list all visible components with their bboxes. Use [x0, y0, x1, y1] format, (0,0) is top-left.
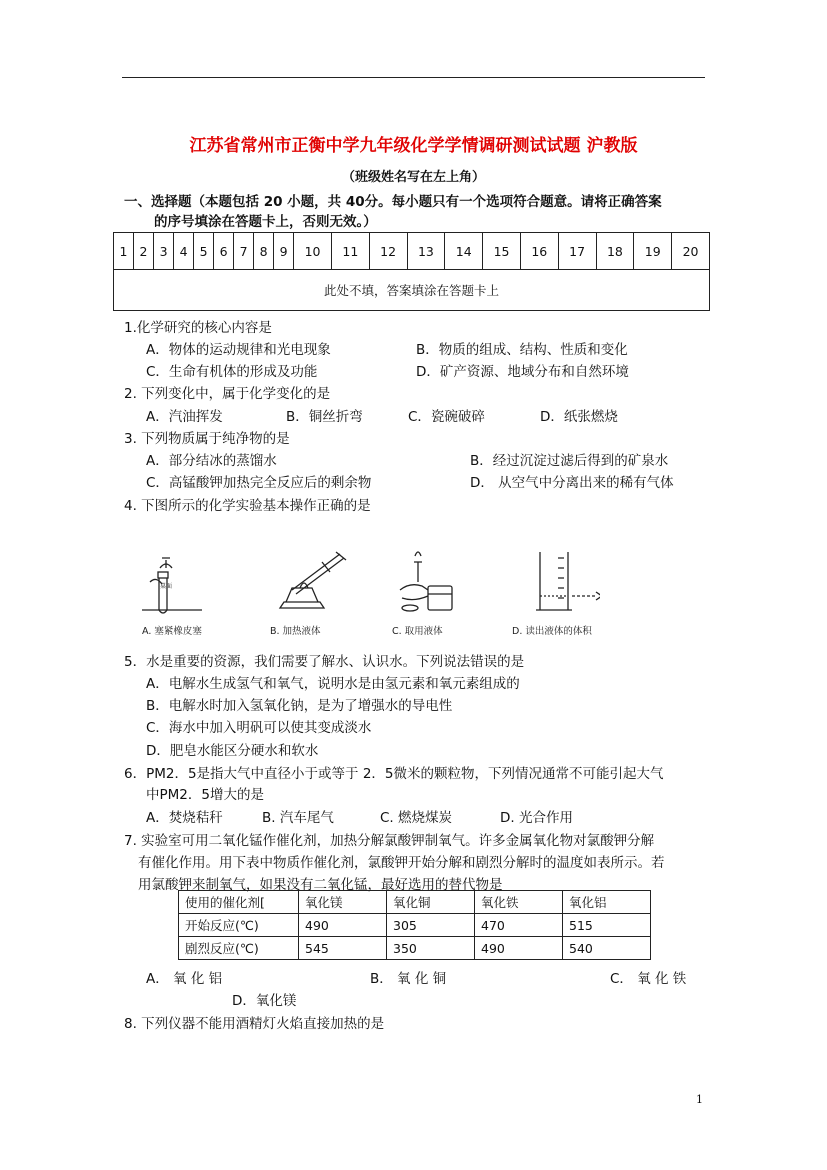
q2-option-c: C．瓷碗破碎 — [408, 409, 485, 425]
q1-option-b: B．物质的组成、结构、性质和变化 — [416, 342, 628, 358]
q5-option-a: A．电解水生成氢气和氧气，说明水是由氢元素和氧元素组成的 — [146, 676, 520, 692]
answer-cell: 8 — [254, 233, 274, 270]
q2-option-a: A．汽油挥发 — [146, 409, 223, 425]
q7-option-c: C． 氧 化 铁 — [610, 971, 687, 987]
q2-stem: 2. 下列变化中，属于化学变化的是 — [124, 386, 331, 402]
q6-stem-line2: 中PM2．5增大的是 — [146, 787, 264, 803]
q6-option-a: A．焚烧秸秆 — [146, 810, 223, 826]
section-heading-line2: 的序号填涂在答题卡上，否则无效。） — [154, 214, 377, 230]
answer-cell: 13 — [407, 233, 445, 270]
q5-option-c: C．海水中加入明矾可以使其变成淡水 — [146, 720, 372, 736]
answer-cell: 17 — [558, 233, 596, 270]
q8-stem: 8. 下列仪器不能用酒精灯火焰直接加热的是 — [124, 1016, 385, 1032]
table-cell: 氧化镁 — [299, 891, 387, 914]
q3-option-b: B．经过沉淀过滤后得到的矿泉水 — [470, 453, 669, 469]
q7-stem-line3: 用氯酸钾来制氧气，如果没有二氧化锰，最好选用的替代物是 — [138, 877, 503, 893]
answer-cell: 4 — [174, 233, 194, 270]
answer-cell: 5 — [194, 233, 214, 270]
table-cell: 氧化铁 — [475, 891, 563, 914]
answer-table — [113, 232, 710, 311]
q7-stem-line2: 有催化作用。用下表中物质作催化剂，氯酸钾开始分解和剧烈分解时的温度如表所示。若 — [138, 855, 665, 871]
table-cell: 开始反应(℃) — [179, 914, 299, 937]
q7-option-b: B． 氧 化 铜 — [370, 971, 447, 987]
catalyst-table — [178, 890, 651, 960]
figure-b-heating — [280, 552, 346, 608]
page-number: 1 — [696, 1093, 703, 1106]
section-heading-line1: 一、选择题（本题包括 20 小题，共 40分。每小题只有一个选项符合题意。请将正确答案 — [124, 194, 662, 210]
table-cell: 540 — [563, 937, 651, 960]
page-title: 江苏省常州市正衡中学九年级化学学情调研测试试题 沪教版 — [189, 136, 638, 156]
answer-note: 此处不填，答案填涂在答题卡上 — [114, 270, 710, 311]
q6-option-b: B. 汽车尾气 — [262, 810, 334, 826]
table-cell: 305 — [387, 914, 475, 937]
q3-option-d: D． 从空气中分离出来的稀有气体 — [470, 475, 674, 491]
table-cell: 350 — [387, 937, 475, 960]
q6-stem-line1: 6．PM2．5是指大气中直径小于或等于 2．5微米的颗粒物，下列情况通常不可能引起大气 — [124, 766, 664, 782]
q1-option-a: A．物体的运动规律和光电现象 — [146, 342, 331, 358]
q7-option-a: A． 氧 化 铝 — [146, 971, 223, 987]
figure-caption-a: A. 塞紧橡皮塞 — [142, 626, 202, 637]
answer-cell: 19 — [634, 233, 672, 270]
answer-cell: 18 — [596, 233, 634, 270]
lab-operations-figure — [140, 548, 600, 642]
q2-option-b: B．铜丝折弯 — [286, 409, 363, 425]
figure-c-dropper — [400, 552, 452, 611]
answer-cell: 11 — [331, 233, 369, 270]
table-row — [179, 914, 651, 937]
answer-cell: 6 — [214, 233, 234, 270]
answer-cell: 2 — [134, 233, 154, 270]
answer-cell: 7 — [234, 233, 254, 270]
q6-option-d: D. 光合作用 — [500, 810, 573, 826]
answer-cell: 15 — [483, 233, 521, 270]
q5-stem: 5．水是重要的资源，我们需要了解水、认识水。下列说法错误的是 — [124, 654, 525, 670]
figure-caption-d: D. 读出液体的体积 — [512, 626, 592, 637]
answer-cell: 10 — [294, 233, 332, 270]
figure-caption-c: C. 取用液体 — [392, 626, 443, 637]
answer-cell: 12 — [369, 233, 407, 270]
q6-option-c: C. 燃烧煤炭 — [380, 810, 453, 826]
q7-option-d: D．氧化镁 — [232, 993, 297, 1009]
table-cell: 490 — [475, 937, 563, 960]
answer-number-row — [114, 233, 710, 270]
table-cell: 氧化铜 — [387, 891, 475, 914]
q1-option-d: D．矿产资源、地域分布和自然环境 — [416, 364, 629, 380]
table-cell: 使用的催化剂[ — [179, 891, 299, 914]
q3-stem: 3. 下列物质属于纯净物的是 — [124, 431, 290, 447]
q3-option-a: A．部分结冰的蒸馏水 — [146, 453, 277, 469]
page-subtitle: （班级姓名写在左上角） — [341, 170, 485, 185]
table-cell: 490 — [299, 914, 387, 937]
q2-option-d: D．纸张燃烧 — [540, 409, 618, 425]
table-cell: 515 — [563, 914, 651, 937]
table-cell: 545 — [299, 937, 387, 960]
answer-cell: 1 — [114, 233, 134, 270]
q1-option-c: C．生命有机体的形成及功能 — [146, 364, 318, 380]
answer-cell: 20 — [672, 233, 710, 270]
catalyst-header-row — [179, 891, 651, 914]
table-cell: 剧烈反应(℃) — [179, 937, 299, 960]
answer-cell: 16 — [520, 233, 558, 270]
figure-caption-b: B. 加热液体 — [270, 626, 321, 637]
table-cell: 470 — [475, 914, 563, 937]
answer-cell: 14 — [445, 233, 483, 270]
figure-a-label: 桌面 — [160, 583, 173, 590]
q3-option-c: C．高锰酸钾加热完全反应后的剩余物 — [146, 475, 372, 491]
table-row — [179, 937, 651, 960]
q1-stem: 1.化学研究的核心内容是 — [124, 320, 272, 336]
q5-option-d: D．肥皂水能区分硬水和软水 — [146, 743, 319, 759]
answer-cell: 9 — [274, 233, 294, 270]
q7-stem-line1: 7. 实验室可用二氧化锰作催化剂，加热分解氯酸钾制氧气。许多金属氧化物对氯酸钾分解 — [124, 833, 655, 849]
q4-stem: 4. 下图所示的化学实验基本操作正确的是 — [124, 498, 371, 514]
q5-option-b: B．电解水时加入氢氧化钠，是为了增强水的导电性 — [146, 698, 453, 714]
header-rule — [122, 77, 705, 78]
answer-cell: 3 — [154, 233, 174, 270]
table-cell: 氧化铝 — [563, 891, 651, 914]
figure-d-cylinder — [536, 552, 600, 610]
